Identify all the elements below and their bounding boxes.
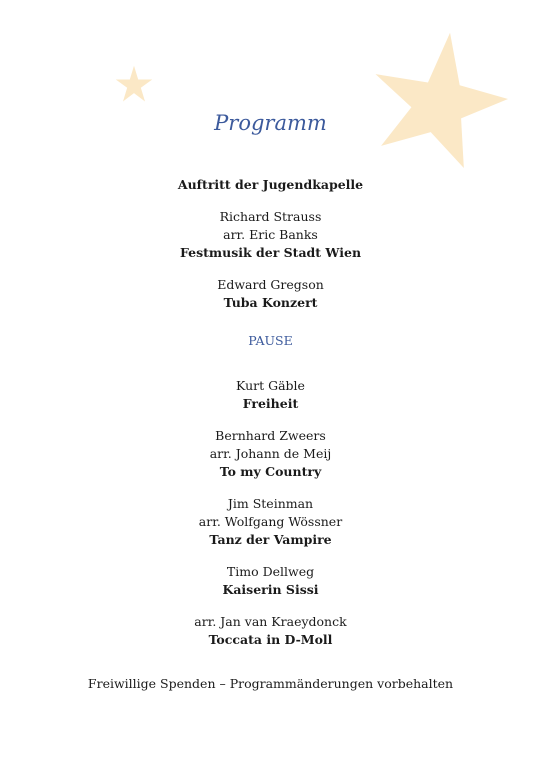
program-list xyxy=(0,176,541,663)
footer-note: Freiwillige Spenden – Programmänderungen vorbehalten xyxy=(87,676,454,691)
program-item-2-5 xyxy=(0,613,541,649)
program-item-2-4 xyxy=(0,563,541,599)
piece-title: Kaiserin Sissi xyxy=(222,582,319,597)
arranger: arr. Johann de Meij xyxy=(209,446,332,461)
composer: Edward Gregson xyxy=(217,277,324,292)
page-title: Programm xyxy=(214,111,327,135)
piece-title: Toccata in D-Moll xyxy=(208,632,333,647)
arranger: arr. Eric Banks xyxy=(223,227,318,242)
piece-title: Tanz der Vampire xyxy=(209,532,332,547)
large-star-icon xyxy=(370,30,508,168)
program-item-1-2 xyxy=(0,276,541,312)
program-item-2-3 xyxy=(0,495,541,549)
piece-title: Freiheit xyxy=(242,396,299,411)
composer: Jim Steinman xyxy=(227,496,314,511)
opening-label: Auftritt der Jugendkapelle xyxy=(177,177,364,192)
piece-title: To my Country xyxy=(219,464,322,479)
opening-item xyxy=(0,176,541,194)
composer: Kurt Gäble xyxy=(236,378,305,393)
program-item-2-2 xyxy=(0,427,541,481)
program-item-1-1 xyxy=(0,208,541,262)
arranger: arr. Wolfgang Wössner xyxy=(198,514,343,529)
composer: Timo Dellweg xyxy=(226,564,315,579)
piece-title: Tuba Konzert xyxy=(223,295,318,310)
small-star-icon xyxy=(114,65,154,103)
arranger: arr. Jan van Kraeydonck xyxy=(194,614,347,629)
piece-title: Festmusik der Stadt Wien xyxy=(179,245,362,260)
pause-label: PAUSE xyxy=(248,333,293,348)
composer: Bernhard Zweers xyxy=(215,428,326,443)
program-item-2-1 xyxy=(0,377,541,413)
composer: Richard Strauss xyxy=(219,209,322,224)
